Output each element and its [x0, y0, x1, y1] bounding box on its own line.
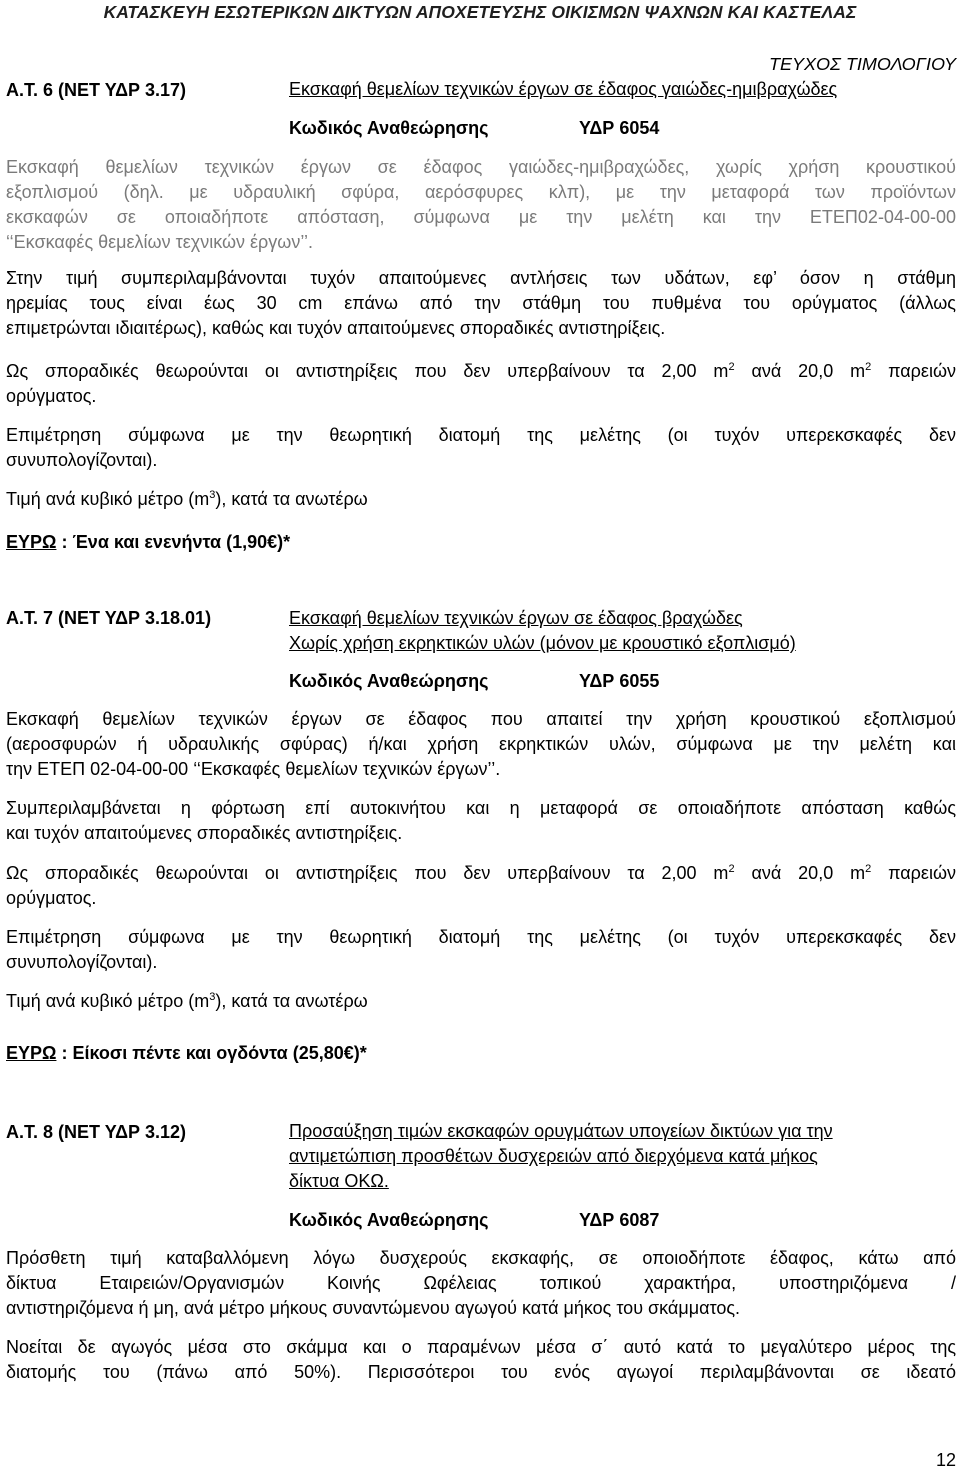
- text-span: παρειών: [871, 863, 957, 883]
- paragraph-line: [6, 359, 956, 384]
- paragraph-line: συνυπολογίζονται).: [6, 450, 158, 470]
- item-code-at7: Α.Τ. 7 (ΝΕΤ ΥΔΡ 3.18.01): [6, 608, 212, 628]
- superscript: 3: [209, 991, 216, 1003]
- paragraph-line: Στην τιμή συμπεριλαμβάνονται τυχόν απαιτούμενες αντλήσεις των υδάτων, εφ’ όσον η στάθμη: [6, 268, 956, 288]
- superscript: 2: [865, 361, 872, 373]
- text-span: Ως σποραδικές θεωρούνται οι αντιστηρίξεις που δεν υπερβαίνουν τα 2,00 m: [6, 863, 729, 883]
- paragraph-line: εκσκαφών σε οποιαδήποτε απόσταση, σύμφωνα με την μελέτη και την ΕΤΕΠ02-04-00-00: [6, 207, 956, 227]
- item-title-line: Εκσκαφή θεμελίων τεχνικών έργων σε έδαφος γαιώδες-ημιβραχώδες: [289, 79, 838, 99]
- revision-code-at6: [289, 116, 660, 140]
- text-span: ανά 20,0 m: [734, 361, 866, 381]
- unit-price-line-at6: [6, 487, 956, 512]
- text-span: Τιμή ανά κυβικό μέτρο (m: [6, 489, 210, 509]
- paragraph-line: Εκσκαφή θεμελίων τεχνικών έργων σε έδαφος γαιώδες-ημιβραχώδες, χωρίς χρήση κρουστικού: [6, 157, 956, 177]
- paragraph-line: (αεροσφυρών ή υδραυλικής σφύρας) ή/και χρήση εκρηκτικών υλών, σύμφωνα με την μελέτη και: [6, 734, 956, 754]
- paragraph-shoring-at6: [6, 359, 956, 409]
- euro-value: : Είκοσι πέντε και ογδόντα (25,80€)*: [56, 1043, 367, 1063]
- text-span: ), κατά τα ανωτέρω: [215, 991, 368, 1011]
- revision-code-at8: [289, 1208, 660, 1232]
- euro-price-at7: [6, 1041, 367, 1065]
- paragraph-line: Εκσκαφή θεμελίων τεχνικών έργων σε έδαφος που απαιτεί την χρήση κρουστικού εξοπλισμού: [6, 709, 956, 729]
- item-title-at8: [289, 1119, 833, 1194]
- paragraph-line: ορύγματος.: [6, 386, 97, 406]
- paragraph-description-at7: [6, 707, 956, 782]
- page-number: 12: [935, 1450, 956, 1470]
- paragraph-line: εξοπλισμού (δηλ. με υδραυλική σφύρα, αερόσφυρες κλπ), με την μεταφορά των προϊόντων: [6, 182, 956, 202]
- revision-value: ΥΔΡ 6087: [579, 1210, 660, 1230]
- paragraph-shoring-at7: [6, 861, 956, 911]
- superscript: 3: [209, 489, 216, 501]
- paragraph-line: αντιστηριζόμενα ή μη, ανά μέτρο μήκους συναντώμενου αγωγού κατά μήκος του σκάμματος.: [6, 1298, 741, 1318]
- paragraph-line: Πρόσθετη τιμή καταβαλλόμενη λόγω δυσχερούς εκσκαφής, σε οποιοδήποτε έδαφος, κάτω από: [6, 1248, 956, 1268]
- paragraph-line: ηρεμίας τους είναι έως 30 cm επάνω από την στάθμη του πυθμένα του ορύγματος (άλλως: [6, 293, 956, 313]
- revision-value: ΥΔΡ 6055: [579, 671, 660, 691]
- euro-value: : Ένα και ενενήντα (1,90€)*: [56, 532, 291, 552]
- paragraph-line: και τυχόν απαιτούμενες σποραδικές αντιστηρίξεις.: [6, 823, 403, 843]
- item-title-line: δίκτυα ΟΚΩ.: [289, 1171, 389, 1191]
- paragraph-line: Νοείται δε αγωγός μέσα στο σκάμμα και ο παραμένων μέσα σ΄ αυτό κατά το μεγαλύτερο μέρος της: [6, 1337, 956, 1357]
- document-subtitle: ΤΕΥΧΟΣ ΤΙΜΟΛΟΓΙΟΥ: [769, 54, 956, 74]
- paragraph-line: διατομής του (πάνω από 50%). Περισσότεροι του ενός αγωγοί περιλαμβάνονται σε ιδεατό: [6, 1362, 956, 1382]
- item-title-at7: [289, 606, 796, 656]
- paragraph-line: επιμετρώνται ιδιαιτέρως), καθώς και τυχόν απαιτούμενες σποραδικές αντιστηρίξεις.: [6, 318, 666, 338]
- paragraph-measurement-at7: [6, 925, 956, 975]
- paragraph-description-at8: [6, 1246, 956, 1321]
- revision-label: Κωδικός Αναθεώρησης: [289, 118, 489, 138]
- paragraph-line: Επιμέτρηση σύμφωνα με την θεωρητική διατομή της μελέτης (οι τυχόν υπερεκσκαφές δεν: [6, 927, 956, 947]
- superscript: 2: [865, 863, 872, 875]
- paragraph-line: [6, 487, 956, 512]
- paragraph-measurement-at6: [6, 423, 956, 473]
- revision-value: ΥΔΡ 6054: [579, 118, 660, 138]
- revision-label: Κωδικός Αναθεώρησης: [289, 1210, 489, 1230]
- paragraph-line: την ΕΤΕΠ 02-04-00-00 ‘‘Εκσκαφές θεμελίων τεχνικών έργων’’.: [6, 759, 501, 779]
- superscript: 2: [728, 361, 735, 373]
- text-span: Τιμή ανά κυβικό μέτρο (m: [6, 991, 210, 1011]
- euro-label: ΕΥΡΩ: [6, 532, 57, 552]
- document-header-title: ΚΑΤΑΣΚΕΥΗ ΕΣΩΤΕΡΙΚΩΝ ΔΙΚΤΥΩΝ ΑΠΟΧΕΤΕΥΣΗΣ ΟΙΚΙΣΜΩΝ ΨΑΧΝΩΝ ΚΑΙ ΚΑΣΤΕΛΑΣ: [103, 2, 857, 22]
- paragraph-line: ‘‘Εκσκαφές θεμελίων τεχνικών έργων’’.: [6, 232, 314, 252]
- paragraph-description-at6: [6, 155, 956, 255]
- paragraph-line: συνυπολογίζονται).: [6, 952, 158, 972]
- euro-label: ΕΥΡΩ: [6, 1043, 57, 1063]
- paragraph-line: Συμπεριλαμβάνεται η φόρτωση επί αυτοκινήτου και η μεταφορά σε οποιαδήποτε απόσταση καθώς: [6, 798, 956, 818]
- paragraph-line: ορύγματος.: [6, 888, 97, 908]
- revision-code-at7: [289, 669, 660, 693]
- item-title-line: Εκσκαφή θεμελίων τεχνικών έργων σε έδαφος βραχώδες: [289, 608, 743, 628]
- item-title-at6: [289, 77, 837, 102]
- unit-price-line-at7: [6, 989, 956, 1014]
- text-span: ανά 20,0 m: [734, 863, 866, 883]
- item-title-line: Προσαύξηση τιμών εκσκαφών ορυγμάτων υπογείων δικτύων για την: [289, 1121, 833, 1141]
- euro-price-at6: [6, 530, 290, 554]
- paragraph-pumping-at6: [6, 266, 956, 341]
- paragraph-line: [6, 861, 956, 886]
- text-span: παρειών: [871, 361, 957, 381]
- text-span: ), κατά τα ανωτέρω: [215, 489, 368, 509]
- item-code-at6: Α.Τ. 6 (ΝΕΤ ΥΔΡ 3.17): [6, 80, 187, 100]
- paragraph-loading-at7: [6, 796, 956, 846]
- item-title-line: Χωρίς χρήση εκρηκτικών υλών (μόνον με κρουστικό εξοπλισμό): [289, 633, 796, 653]
- item-code-at8: Α.Τ. 8 (ΝΕΤ ΥΔΡ 3.12): [6, 1122, 187, 1142]
- text-span: Ως σποραδικές θεωρούνται οι αντιστηρίξεις που δεν υπερβαίνουν τα 2,00 m: [6, 361, 729, 381]
- item-title-line: αντιμετώπιση προσθέτων δυσχερειών από διερχόμενα κατά μήκος: [289, 1146, 818, 1166]
- paragraph-line: Επιμέτρηση σύμφωνα με την θεωρητική διατομή της μελέτης (οι τυχόν υπερεκσκαφές δεν: [6, 425, 956, 445]
- paragraph-pipe-definition-at8: [6, 1335, 956, 1385]
- superscript: 2: [728, 863, 735, 875]
- revision-label: Κωδικός Αναθεώρησης: [289, 671, 489, 691]
- paragraph-line: δίκτυα Εταιρειών/Οργανισμών Κοινής Ωφέλειας τοπικού χαρακτήρα, υποστηριζόμενα /: [6, 1273, 956, 1293]
- paragraph-line: [6, 989, 956, 1014]
